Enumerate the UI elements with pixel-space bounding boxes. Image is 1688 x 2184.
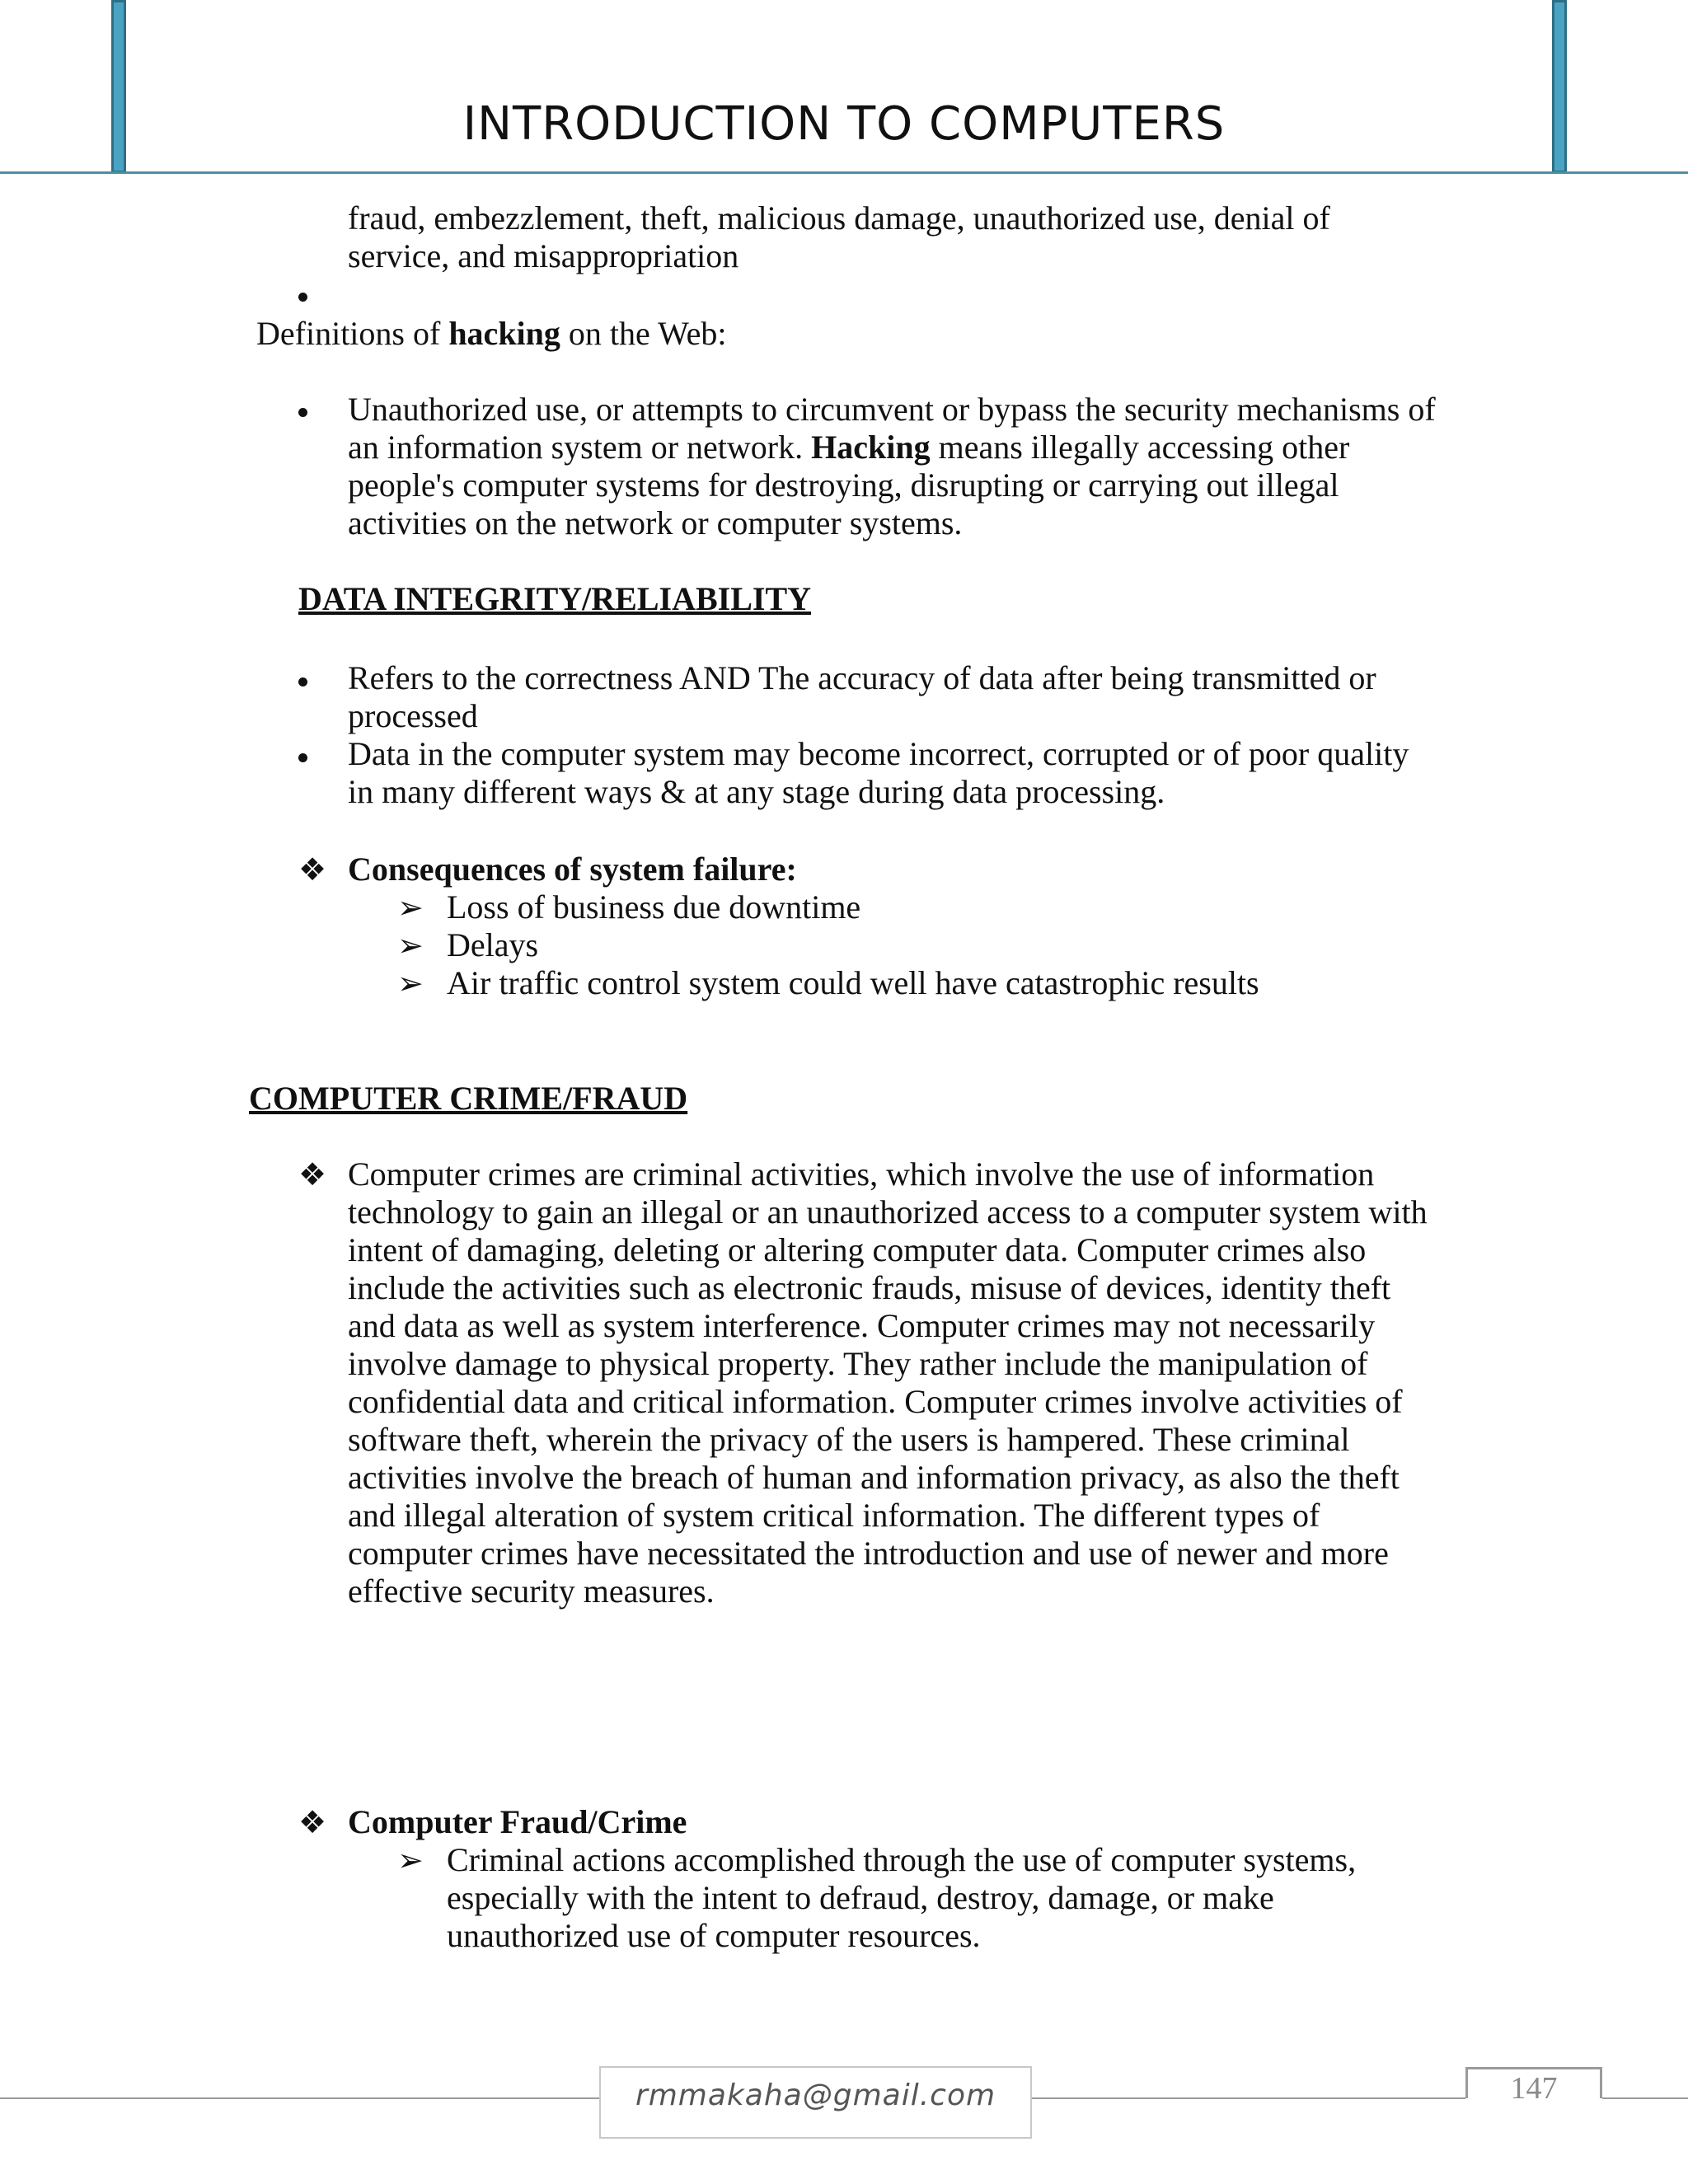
consequence-item-3: Air traffic control system could well have catastrophic results <box>447 964 1259 1001</box>
arrow-bullet-icon: ➢ <box>397 1842 424 1878</box>
computer-crime-heading: COMPUTER CRIME/FRAUD <box>249 1080 688 1117</box>
integrity-bullet-1-line-1: Refers to the correctness AND The accuracy of data after being transmitted or <box>348 659 1376 696</box>
data-integrity-heading: DATA INTEGRITY/RELIABILITY <box>298 580 812 617</box>
intro-line-2: service, and misappropriation <box>348 237 739 274</box>
crime-paragraph-line: confidential data and critical information. Computer crimes involve activities of <box>348 1383 1403 1420</box>
hacking-definition-suffix: on the Web: <box>560 315 727 352</box>
footer-line-middle <box>1032 2097 1465 2099</box>
arrow-bullet-icon: ➢ <box>397 889 424 926</box>
hacking-line-2-suffix: means illegally accessing other <box>930 429 1350 466</box>
hacking-definition-prefix: Definitions of <box>256 315 449 352</box>
page-header-title: INTRODUCTION TO COMPUTERS <box>462 97 1226 151</box>
hacking-bullet <box>298 408 307 417</box>
hacking-line-2-prefix: an information system or network. <box>348 429 812 466</box>
consequence-item-2: Delays <box>447 926 539 963</box>
crime-paragraph-line: technology to gain an illegal or an unauthorized access to a computer system with <box>348 1193 1428 1230</box>
arrow-bullet-icon: ➢ <box>397 965 424 1001</box>
crime-paragraph-line: and data as well as system interference. Computer crimes may not necessarily <box>348 1307 1376 1344</box>
crime-paragraph-line: computer crimes have necessitated the introduction and use of newer and more <box>348 1535 1389 1572</box>
page-number: 147 <box>1510 2071 1558 2106</box>
crime-paragraph-line: effective security measures. <box>348 1572 715 1610</box>
crime-paragraph-line: intent of damaging, deleting or altering computer data. Computer crimes also <box>348 1231 1367 1268</box>
hacking-definition-heading <box>256 315 726 353</box>
footer-email: rmmakaha@gmail.com <box>635 2079 996 2112</box>
header-divider <box>0 171 1688 174</box>
integrity-bullet-1-line-2: processed <box>348 697 478 734</box>
fraud-crime-line-3: unauthorized use of computer resources. <box>447 1917 981 1954</box>
footer-line-left <box>0 2097 599 2099</box>
empty-bullet <box>298 293 307 302</box>
footer-line-right <box>1602 2097 1688 2099</box>
hacking-keyword: hacking <box>448 315 560 352</box>
crime-paragraph-line: and illegal alteration of system critical information. The different types of <box>348 1497 1320 1534</box>
fraud-crime-line-2: especially with the intent to defraud, destroy, damage, or make <box>447 1879 1274 1916</box>
integrity-bullet-2 <box>298 753 307 762</box>
fraud-crime-heading: Computer Fraud/Crime <box>348 1803 687 1840</box>
diamond-bullet-icon: ❖ <box>298 1804 327 1840</box>
hacking-line-1: Unauthorized use, or attempts to circumvent or bypass the security mechanisms of <box>348 391 1436 428</box>
crime-paragraph-line: involve damage to physical property. They rather include the manipulation of <box>348 1345 1368 1382</box>
consequences-heading: Consequences of system failure: <box>348 851 797 888</box>
crime-paragraph-line: Computer crimes are criminal activities, which involve the use of information <box>348 1155 1375 1193</box>
hacking-line-3: people's computer systems for destroying, disrupting or carrying out illegal <box>348 466 1339 504</box>
arrow-bullet-icon: ➢ <box>397 927 424 963</box>
intro-line-1: fraud, embezzlement, theft, malicious damage, unauthorized use, denial of <box>348 199 1330 237</box>
integrity-bullet-2-line-2: in many different ways & at any stage during data processing. <box>348 773 1165 810</box>
crime-paragraph-line: activities involve the breach of human and information privacy, as also the theft <box>348 1459 1400 1496</box>
integrity-bullet-1 <box>298 677 307 687</box>
crime-paragraph-line: include the activities such as electronic frauds, misuse of devices, identity theft <box>348 1269 1391 1306</box>
consequence-item-1: Loss of business due downtime <box>447 888 861 926</box>
fraud-crime-line-1: Criminal actions accomplished through the use of computer systems, <box>447 1841 1357 1878</box>
diamond-bullet-icon: ❖ <box>298 851 327 888</box>
integrity-bullet-2-line-1: Data in the computer system may become incorrect, corrupted or of poor quality <box>348 735 1409 772</box>
hacking-line-2-bold: Hacking <box>811 429 931 466</box>
crime-paragraph-line: software theft, wherein the privacy of the users is hampered. These criminal <box>348 1421 1350 1458</box>
diamond-bullet-icon: ❖ <box>298 1156 327 1193</box>
hacking-line-4: activities on the network or computer systems. <box>348 504 963 541</box>
hacking-line-2 <box>348 429 1349 466</box>
